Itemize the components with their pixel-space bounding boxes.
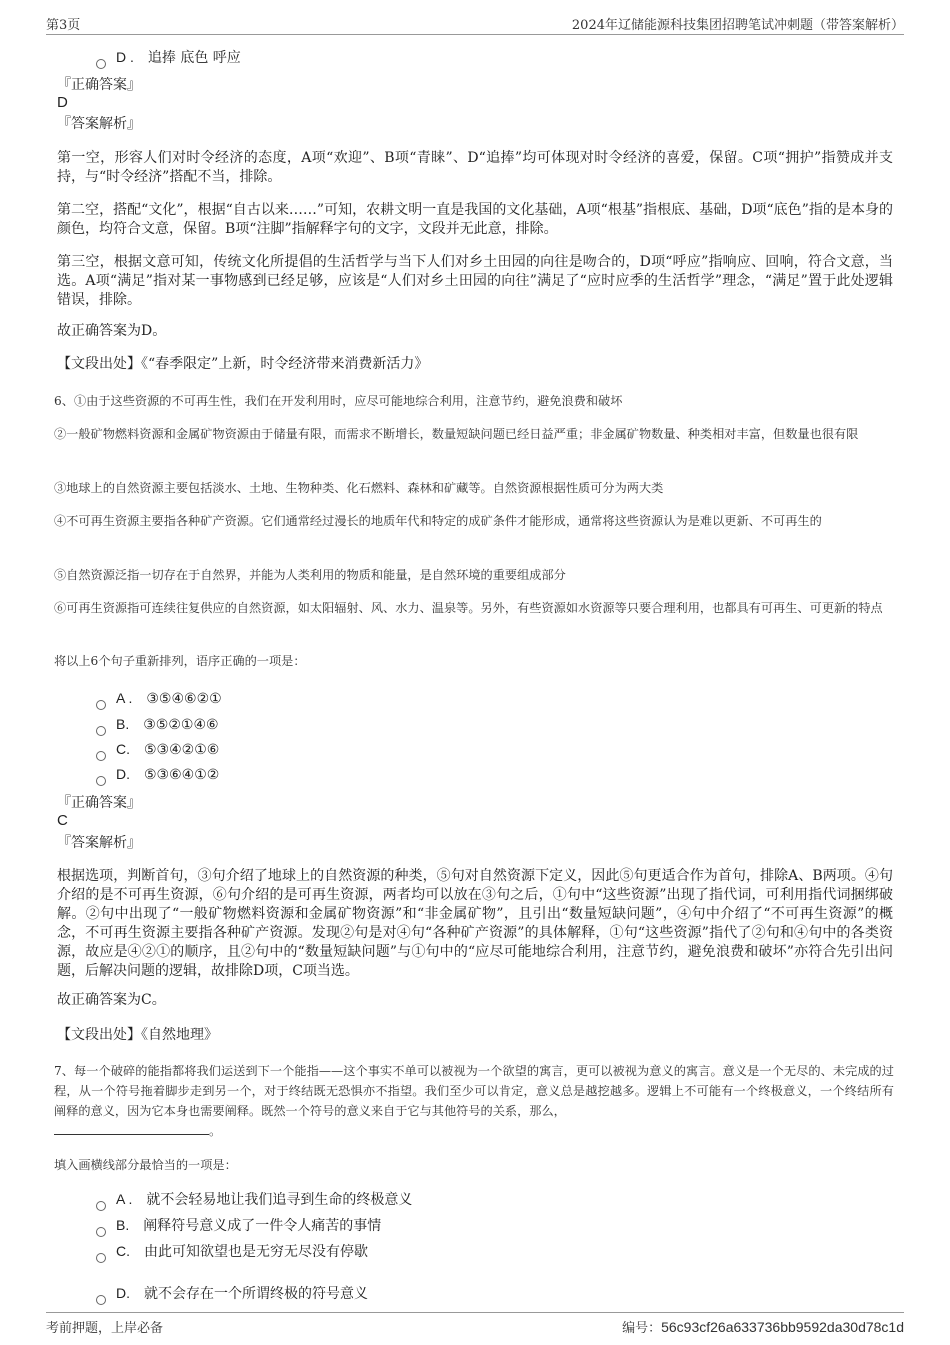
q5-option-d[interactable]: D . 追捧 底色 呼应 [96, 47, 241, 67]
q7-option-b[interactable]: B. 阐释符号意义成了一件令人痛苦的事情 [96, 1215, 381, 1235]
document-title: 2024年辽储能源科技集团招聘笔试冲刺题（带答案解析） [571, 18, 904, 33]
q5-answer: D [57, 94, 68, 111]
q6-answer: C [57, 812, 68, 829]
q6-option-c[interactable]: C. ⑤③④②①⑥ [96, 739, 219, 759]
q7-option-a[interactable]: A . 就不会轻易地让我们追寻到生命的终极意义 [96, 1189, 412, 1209]
q6-answer-label: 『正确答案』 [57, 795, 141, 811]
q6-prompt: 将以上6个句子重新排列，语序正确的一项是： [54, 654, 306, 668]
fill-blank-line [54, 1122, 209, 1135]
radio-icon[interactable] [96, 1201, 106, 1211]
footer-slogan: 考前押题，上岸必备 [46, 1321, 164, 1336]
q7-prompt: 填入画横线部分最恰当的一项是： [54, 1158, 237, 1172]
radio-icon[interactable] [96, 700, 106, 710]
page-footer [46, 1312, 904, 1338]
q6-option-a[interactable]: A . ③⑤④⑥②① [96, 688, 222, 708]
q6-sentence: ③地球上的自然资源主要包括淡水、土地、生物种类、化石燃料、森林和矿藏等。自然资源根据性质可分为两大类 [54, 481, 664, 495]
page-number: 第3页 [46, 18, 81, 33]
radio-icon[interactable] [96, 751, 106, 761]
radio-icon[interactable] [96, 1227, 106, 1237]
q5-source: 【文段出处】《“春季限定”上新，时令经济带来消费新活力》 [57, 356, 429, 372]
q5-conclusion: 故正确答案为D。 [57, 323, 167, 339]
q6-option-b[interactable]: B. ③⑤②①④⑥ [96, 714, 219, 734]
q6-sentence: ⑥可再生资源指可连续往复供应的自然资源，如太阳辐射、风、水力、温泉等。另外，有些资源如水资源等只要合理利用，也都具有可再生、可更新的特点 [54, 601, 883, 615]
q7-stem: 7、每一个破碎的能指都将我们运送到下一个能指——这个事实不单可以被视为一个欲望的寓言，更可以被视为意义的寓言。意义是一个无尽的、未完成的过程，从一个符号拖着脚步走到另一个，对于终结既无恐惧亦不指望。我们至少可以肯定，意义总是越挖越多。逻辑上不可能有一个终极意义，一个终结所有阐释的意义，因为它本身也需要阐释。既然一个符号的意义来自于它与其他符号的关系，那么， 。 [54, 1064, 894, 1138]
radio-icon[interactable] [96, 1253, 106, 1263]
q6-option-d[interactable]: D. ⑤③⑥④①② [96, 764, 219, 784]
document-id: 编号：56c93cf26a633736bb9592da30d78c1d [622, 1319, 904, 1336]
q6-sentence: ②一般矿物燃料资源和金属矿物资源由于储量有限，而需求不断增长，数量短缺问题已经日益严重；非金属矿物数量、种类相对丰富，但数量也很有限 [54, 427, 859, 441]
q6-conclusion: 故正确答案为C。 [57, 992, 166, 1008]
q6-source: 【文段出处】《自然地理》 [57, 1027, 218, 1043]
radio-icon[interactable] [96, 726, 106, 736]
q6-sentence: ④不可再生资源主要指各种矿产资源。它们通常经过漫长的地质年代和特定的成矿条件才能形成，通常将这些资源认为是难以更新、不可再生的 [54, 514, 822, 528]
q5-analysis-paragraph: 第二空，搭配“文化”，根据“自古以来……”可知，农耕文明一直是我国的文化基础，A项“根基”指根底、基础，D项“底色”指的是本身的颜色，均符合文意，保留。B项“注脚”指解释字句的文字，文段并无此意，排除。 [57, 202, 893, 237]
radio-icon[interactable] [96, 776, 106, 786]
q7-option-d[interactable]: D. 就不会存在一个所谓终极的符号意义 [96, 1283, 368, 1303]
q5-analysis-label: 『答案解析』 [57, 116, 141, 132]
q6-sentence: ⑤自然资源泛指一切存在于自然界，并能为人类利用的物质和能量，是自然环境的重要组成部分 [54, 568, 566, 582]
q6-analysis-label: 『答案解析』 [57, 835, 141, 851]
q6-analysis-paragraph: 根据选项，判断首句，③句介绍了地球上的自然资源的种类，⑤句对自然资源下定义，因此⑤句更适合作为首句，排除A、B两项。④句介绍的是不可再生资源，⑥句介绍的是可再生资源，两者均可以放在③句之后，①句中“这些资源”出现了指代词，可利用指代词捆绑破解。②句中出现了“一般矿物燃料资源和金属矿物资源”和“非金属矿物”，且引出“数量短缺问题”，④句中介绍了“不可再生资源”的概念，不可再生资源主要指各种矿产资源。发现②句是对④句“各种矿产资源”的具体解释，①句“这些资源”指代了②句和④句中的各类资源，故应是④②①的顺序，且②句中的“数量短缺问题”与①句中的“应尽可能地综合利用，注意节约，避免浪费和破坏”亦符合先引出问题，后解决问题的逻辑，故排除D项，C项当选。 [57, 868, 893, 979]
q5-answer-label: 『正确答案』 [57, 77, 141, 93]
page-header [46, 14, 904, 35]
q5-analysis-paragraph: 第三空，根据文意可知，传统文化所提倡的生活哲学与当下人们对乡土田园的向往是吻合的，D项“呼应”指响应、回响，符合文意，当选。A项“满足”指对某一事物感到已经足够，应该是“人们对乡土田园的向往”满足了“应时应季的生活哲学”理念，“满足”置于此处逻辑错误，排除。 [57, 254, 893, 308]
q6-sentence: 6、①由于这些资源的不可再生性，我们在开发利用时，应尽可能地综合利用，注意节约，避免浪费和破坏 [54, 394, 623, 408]
radio-icon[interactable] [96, 1295, 106, 1305]
q5-analysis-paragraph: 第一空，形容人们对时令经济的态度，A项“欢迎”、B项“青睐”、D“追捧”均可体现对时令经济的喜爱，保留。C项“拥护”指赞成并支持，与“时令经济”搭配不当，排除。 [57, 150, 893, 185]
q7-option-c[interactable]: C. 由此可知欲望也是无穷无尽没有停歇 [96, 1241, 368, 1261]
radio-icon[interactable] [96, 59, 106, 69]
